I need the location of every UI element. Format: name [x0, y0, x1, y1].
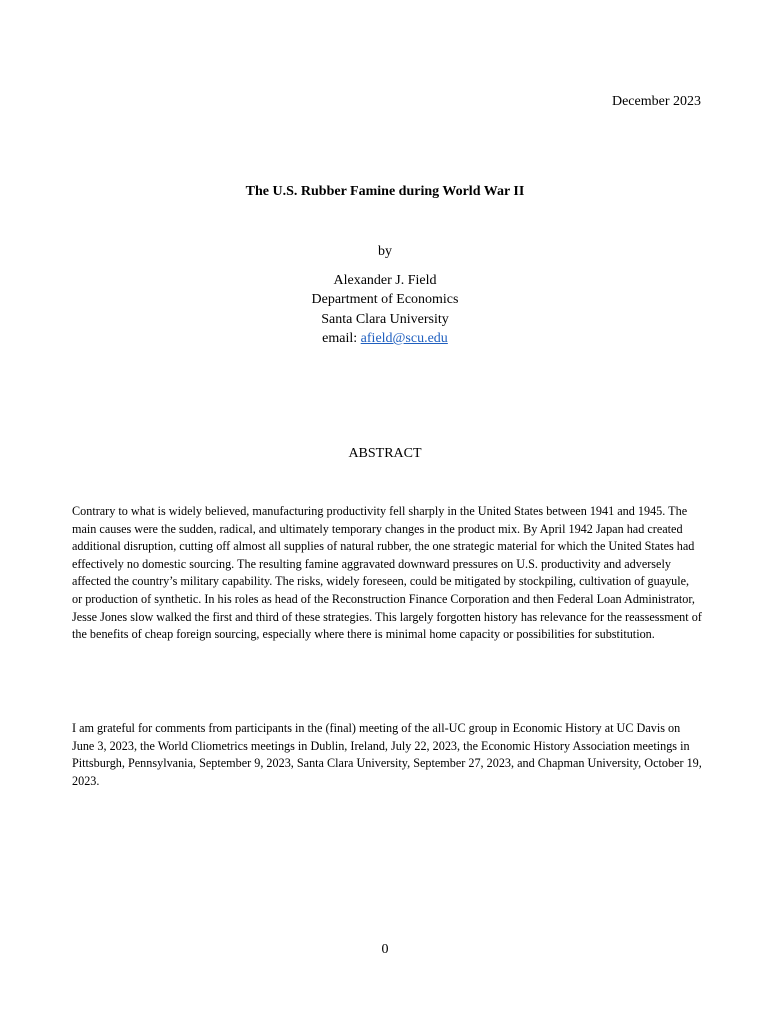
author-name: Alexander J. Field	[333, 272, 437, 288]
abstract-heading: ABSTRACT	[348, 446, 422, 461]
by-line: by	[378, 244, 392, 259]
author-university: Santa Clara University	[321, 311, 449, 327]
author-email-line	[0, 329, 770, 349]
paper-title: The U.S. Rubber Famine during World War II	[245, 184, 525, 199]
acknowledgment-text: I am grateful for comments from participants in the (final) meeting of the all-UC group in Economic History at UC Davis on June 3, 2023, the World Cliometrics meetings in Dublin, Ireland, July 22, 2023, the Economic History Association meetings in Pittsburgh, Pennsylvania, September 9, 2023, Santa Clara University, September 27, 2023, and Chapman University, October 19, 2023.	[72, 721, 702, 788]
author-block	[0, 242, 770, 349]
page-number: 0	[381, 942, 389, 957]
document-date: December 2023	[611, 94, 701, 109]
author-department: Department of Economics	[311, 292, 459, 307]
abstract-text: Contrary to what is widely believed, manufacturing productivity fell sharply in the United States between 1941 and 1945. The main causes were the sudden, radical, and ultimately temporary changes in the product mix. By April 1942 Japan had created additional disruption, cutting off almost all supplies of natural rubber, the one strategic material for which the United States had effectively no domestic sourcing. The resulting famine aggravated downward pressures on U.S. productivity and adversely affected the country’s military capability. The risks, widely foreseen, could be mitigated by stockpiling, cultivation of guayule, or production of synthetic. In his roles as head of the Reconstruction Finance Corporation and then Federal Loan Administrator, Jesse Jones slow walked the first and third of these strategies. This largely forgotten history has relevance for the reassessment of the benefits of cheap foreign sourcing, especially where there is minimal home capacity or possibilities for substitution.	[72, 504, 702, 642]
email-link[interactable]: afield@scu.edu	[360, 331, 448, 346]
email-label: email:	[322, 331, 361, 346]
